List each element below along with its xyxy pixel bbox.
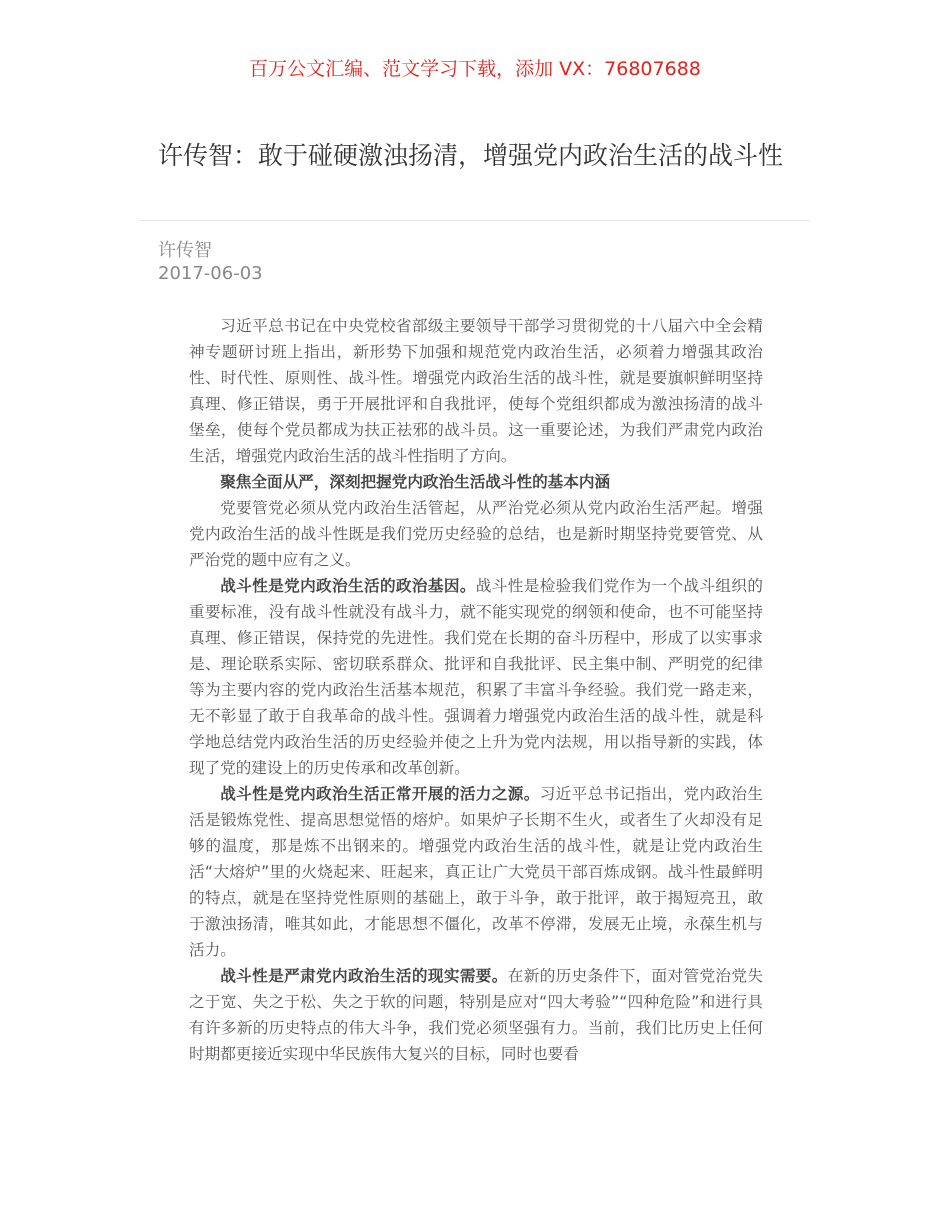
paragraph-text: 在新的历史条件下，面对管党治党失之于宽、失之于松、失之于软的问题，特别是应对“四大考验”“四种危险”和进行具有许多新的历史特点的伟大斗争，我们党必须坚强有力。当前，我们比历史上任何时期都更接近实现中华民族伟大复兴的目标，同时也要看 — [189, 967, 763, 1063]
paragraph — [189, 495, 763, 573]
article-title: 许传智：敢于碰硬激浊扬清，增强党内政治生活的战斗性 — [158, 141, 784, 170]
article-date: 2017-06-03 — [158, 263, 263, 284]
paragraph-text: 战斗性是检验我们党作为一个战斗组织的重要标准，没有战斗性就没有战斗力，就不能实现党的纲领和使命，也不可能坚持真理、修正错误，保持党的先进性。我们党在长期的奋斗历程中，形成了以实事求是、理论联系实际、密切联系群众、批评和自我批评、民主集中制、严明党的纪律等为主要内容的党内政治生活基本规范，积累了丰富斗争经验。我们党一路走来，无不彰显了敢于自我革命的战斗性。强调着力增强党内政治生活的战斗性，就是科学地总结党内政治生活的历史经验并使之上升为党内法规，用以指导新的实践，体现了党的建设上的历史传承和改革创新。 — [189, 577, 763, 777]
paragraph — [189, 313, 763, 469]
title-divider — [140, 220, 810, 221]
paragraph-text: 党要管党必须从党内政治生活管起，从严治党必须从党内政治生活严起。增强党内政治生活的战斗性既是我们党历史经验的总结，也是新时期坚持党要管党、从严治党的题中应有之义。 — [189, 499, 763, 569]
article-author: 许传智 — [158, 240, 212, 261]
paragraph-lead: 战斗性是党内政治生活的政治基因。 — [220, 577, 476, 595]
article-body — [189, 313, 763, 1067]
section-heading — [189, 469, 763, 495]
promo-banner: 百万公文汇编、范文学习下载，添加 VX：76807688 — [249, 58, 701, 80]
paragraph — [189, 573, 763, 781]
paragraph-lead: 战斗性是严肃党内政治生活的现实需要。 — [220, 967, 508, 985]
paragraph-lead: 战斗性是党内政治生活正常开展的活力之源。 — [220, 785, 540, 803]
paragraph — [189, 781, 763, 963]
paragraph-text: 习近平总书记指出，党内政治生活是锻炼党性、提高思想觉悟的熔炉。如果炉子长期不生火，或者生了火却没有足够的温度，那是炼不出钢来的。增强党内政治生活的战斗性，就是让党内政治生活“大熔炉”里的火烧起来、旺起来，真正让广大党员干部百炼成钢。战斗性最鲜明的特点，就是在坚持党性原则的基础上，敢于斗争，敢于批评，敢于揭短亮丑，敢于激浊扬清，唯其如此，才能思想不僵化，改革不停滞，发展无止境，永葆生机与活力。 — [189, 785, 763, 959]
section-heading-text: 聚焦全面从严，深刻把握党内政治生活战斗性的基本内涵 — [220, 473, 611, 491]
paragraph — [189, 963, 763, 1067]
paragraph-text: 习近平总书记在中央党校省部级主要领导干部学习贯彻党的十八届六中全会精神专题研讨班上指出，新形势下加强和规范党内政治生活，必须着力增强其政治性、时代性、原则性、战斗性。增强党内政治生活的战斗性，就是要旗帜鲜明坚持真理、修正错误，勇于开展批评和自我批评，使每个党组织都成为激浊扬清的战斗堡垒，使每个党员都成为扶正祛邪的战斗员。这一重要论述，为我们严肃党内政治生活，增强党内政治生活的战斗性指明了方向。 — [189, 317, 763, 465]
